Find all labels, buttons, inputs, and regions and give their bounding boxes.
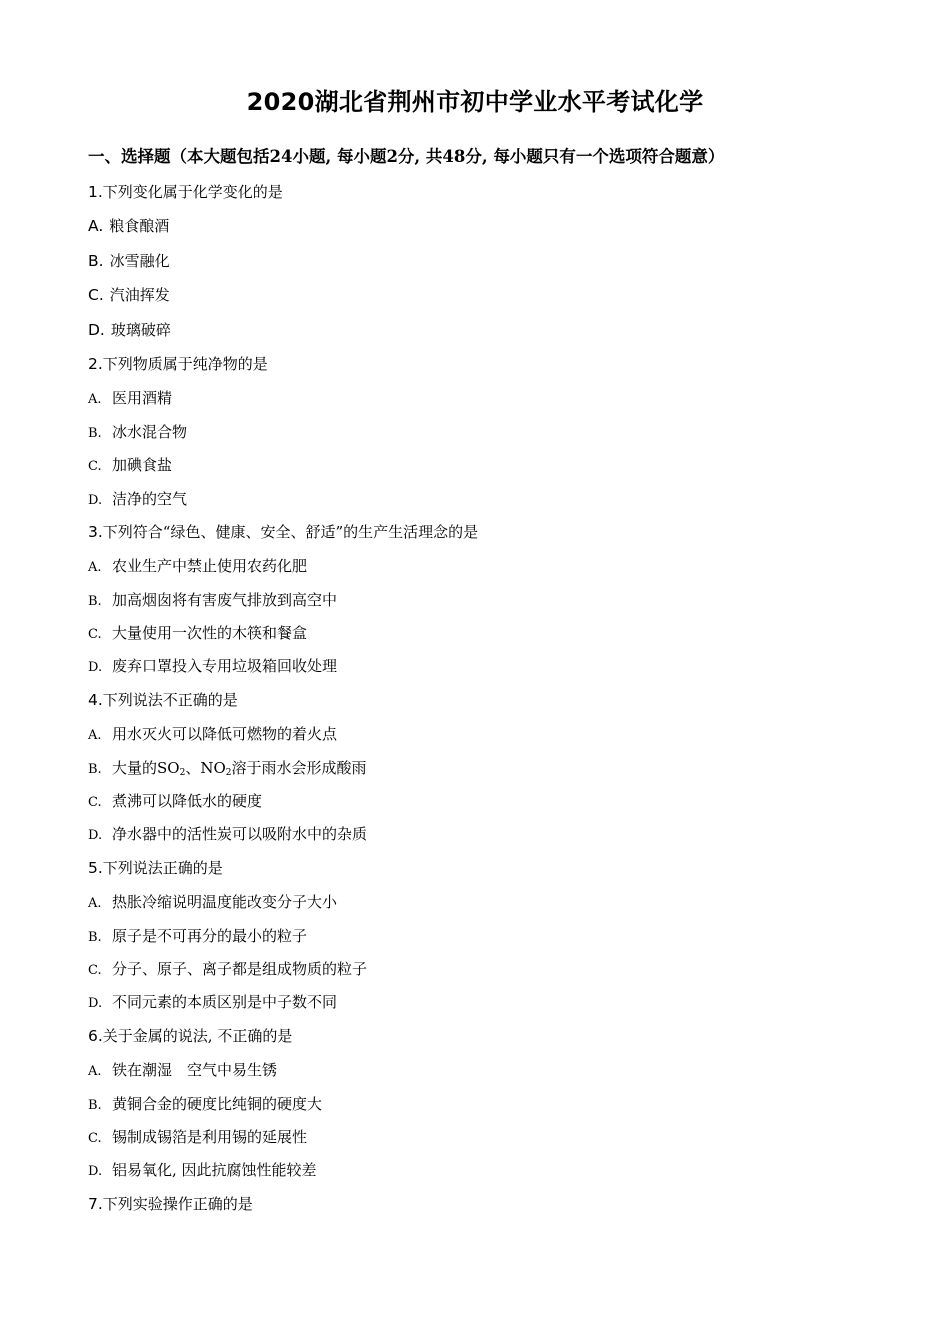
option-label: D.	[88, 1164, 103, 1180]
option-label: D.	[88, 828, 103, 844]
question-text: 下列符合“绿色、健康、安全、舒适”的生产生活理念的是	[102, 522, 479, 541]
option-text: 黄铜合金的硬度比纯铜的硬度大	[112, 1094, 323, 1113]
option-c	[88, 789, 868, 822]
option-label: C.	[88, 627, 102, 643]
question-4	[88, 688, 868, 856]
question-list	[88, 180, 868, 1226]
question-number: 2.	[88, 354, 103, 373]
question-text: 下列变化属于化学变化的是	[102, 183, 283, 201]
option-label: A.	[88, 728, 102, 744]
option-text: 原子是不可再分的最小的粒子	[112, 926, 308, 945]
option-label: B.	[88, 761, 102, 777]
option-text: 铝易氧化, 因此抗腐蚀性能较差	[112, 1161, 317, 1180]
option-a	[88, 890, 868, 923]
option-c	[88, 1125, 868, 1158]
option-c	[88, 621, 868, 654]
option-text-mid: 、NO	[185, 758, 226, 777]
option-d	[88, 822, 868, 855]
option-a	[88, 554, 868, 587]
option-d	[88, 990, 868, 1023]
option-label: B.	[88, 1097, 102, 1113]
option-label: B.	[88, 425, 102, 441]
option-text: 加碘食盐	[112, 456, 173, 475]
option-text: 洁净的空气	[112, 489, 188, 508]
option-a	[88, 722, 868, 755]
option-text: 废弃口罩投入专用垃圾箱回收处理	[112, 657, 338, 676]
option-text: 不同元素的本质区别是中子数不同	[112, 993, 338, 1012]
question-stem	[88, 180, 868, 214]
option-label: B.	[88, 593, 102, 609]
question-number: 1.	[88, 183, 103, 201]
question-number: 3.	[88, 522, 103, 541]
option-label: C.	[88, 795, 102, 811]
option-label: A.	[88, 896, 102, 912]
option-text: 分子、原子、离子都是组成物质的粒子	[112, 959, 368, 978]
option-d	[88, 487, 868, 520]
option-a	[88, 214, 868, 248]
option-label: D.	[88, 492, 103, 508]
option-label: D.	[88, 320, 105, 339]
option-text: 热胀冷缩说明温度能改变分子大小	[112, 893, 338, 912]
option-c	[88, 957, 868, 990]
option-text: 冰水混合物	[112, 422, 188, 441]
option-text: 汽油挥发	[109, 286, 170, 305]
option-label: A.	[88, 1064, 102, 1080]
option-text: 玻璃破碎	[110, 320, 171, 339]
subscript: 2	[179, 767, 186, 778]
question-stem	[88, 520, 868, 554]
subscript: 2	[225, 767, 232, 778]
section-heading: 一、选择题（本大题包括24小题, 每小题2分, 共48分, 每小题只有一个选项符合题意）	[88, 147, 725, 166]
question-text: 下列说法正确的是	[102, 858, 223, 877]
option-label: C.	[88, 962, 102, 978]
option-label: C.	[88, 459, 102, 475]
question-stem	[88, 1192, 868, 1226]
question-number: 7.	[88, 1194, 103, 1213]
option-b	[88, 249, 868, 283]
option-d	[88, 654, 868, 687]
option-label: D.	[88, 996, 103, 1012]
page-title: 2020湖北省荆州市初中学业水平考试化学	[246, 88, 704, 116]
option-label: B.	[88, 251, 104, 270]
question-5	[88, 856, 868, 1024]
option-text: 医用酒精	[112, 389, 173, 408]
question-number: 4.	[88, 690, 103, 709]
question-2	[88, 352, 868, 520]
option-text-pre: 大量的SO	[112, 758, 180, 777]
option-text: 煮沸可以降低水的硬度	[112, 792, 263, 811]
question-stem	[88, 688, 868, 722]
option-a	[88, 386, 868, 419]
question-6	[88, 1024, 868, 1192]
option-text-post: 溶于雨水会形成酸雨	[231, 758, 367, 777]
option-text: 净水器中的活性炭可以吸附水中的杂质	[112, 825, 368, 844]
option-b	[88, 420, 868, 453]
option-label: A.	[88, 217, 104, 236]
option-a	[88, 1058, 868, 1091]
question-text: 下列实验操作正确的是	[102, 1194, 253, 1213]
question-text: 关于金属的说法, 不正确的是	[102, 1026, 293, 1045]
question-stem	[88, 856, 868, 890]
option-label: C.	[88, 1130, 102, 1146]
option-c	[88, 283, 868, 317]
question-3	[88, 520, 868, 688]
option-label: D.	[88, 660, 103, 676]
option-text: 粮食酿酒	[109, 217, 170, 236]
question-number: 5.	[88, 858, 103, 877]
question-7	[88, 1192, 868, 1226]
option-label: A.	[88, 560, 102, 576]
question-number: 6.	[88, 1026, 103, 1045]
option-b	[88, 924, 868, 957]
option-c	[88, 453, 868, 486]
option-text: 锡制成锡箔是利用锡的延展性	[112, 1127, 308, 1146]
option-d	[88, 1158, 868, 1191]
question-text: 下列说法不正确的是	[102, 690, 238, 709]
option-label: B.	[88, 929, 102, 945]
question-1	[88, 180, 868, 352]
option-b	[88, 588, 868, 621]
question-text: 下列物质属于纯净物的是	[102, 354, 268, 373]
option-text: 用水灭火可以降低可燃物的着火点	[112, 725, 338, 744]
option-label: A.	[88, 392, 102, 408]
option-text: 冰雪融化	[109, 251, 170, 270]
option-label: C.	[88, 286, 104, 305]
option-text: 农业生产中禁止使用农药化肥	[112, 557, 308, 576]
question-stem	[88, 1024, 868, 1058]
question-stem	[88, 352, 868, 386]
option-b	[88, 756, 868, 789]
option-b	[88, 1092, 868, 1125]
option-text: 加高烟囱将有害废气排放到高空中	[112, 590, 338, 609]
option-text: 铁在潮湿 空气中易生锈	[112, 1061, 278, 1080]
option-d	[88, 318, 868, 352]
option-text: 大量使用一次性的木筷和餐盒	[112, 624, 308, 643]
